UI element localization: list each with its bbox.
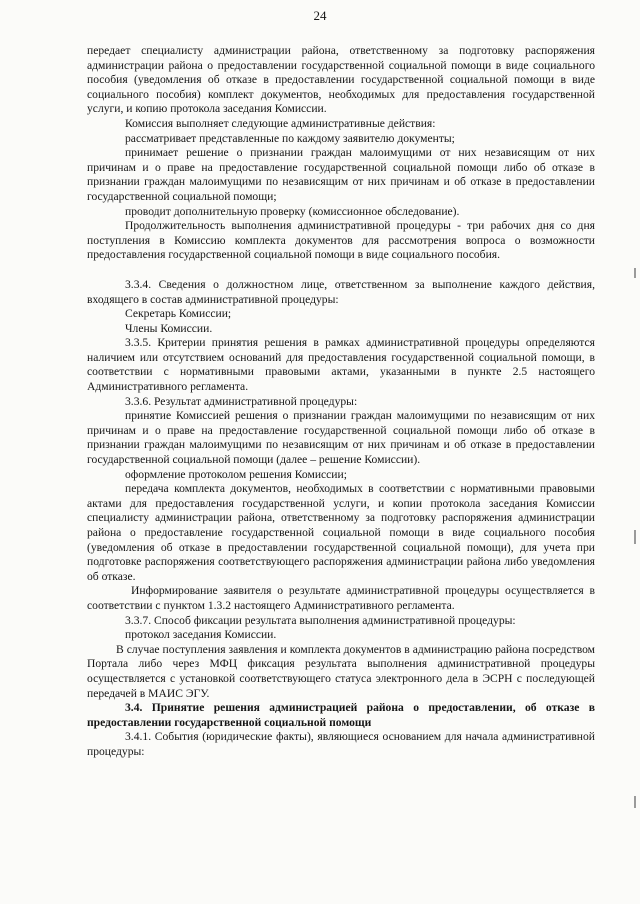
paragraph: принятие Комиссией решения о признании граждан малоимущими по независящим от них причинам и о праве на предоставление государственной социальной помощи либо об отказе в признании граждан малоимущими по независящим от них причинам и об отказе в предоставлении государственной социальной помощи (далее – решение Комиссии). [87,409,595,467]
paragraph: протокол заседания Комиссии. [125,628,277,642]
scan-edge-mark [634,530,636,544]
paragraph: В случае поступления заявления и комплекта документов в администрацию района посредством Портала либо через МФЦ фиксация результата выполнения административной процедуры осуществляется с установкой соответствующего статуса электронного дела в ЭСРН с последующей передачей в МАИС ЭГУ. [87,642,595,700]
paragraph: оформление протоколом решения Комиссии; [125,467,347,481]
paragraph: 3.4.1. События (юридические факты), являющиеся основанием для начала административной процедуры: [87,730,595,758]
paragraph: Комиссия выполняет следующие административные действия: [125,116,436,130]
paragraph: рассматривает представленные по каждому заявителю документы; [125,131,455,145]
paragraph: Секретарь Комиссии; [125,307,232,321]
paragraph: 3.3.7. Способ фиксации результата выполнения административной процедуры: [125,613,516,627]
paragraph: 3.3.5. Критерии принятия решения в рамках административной процедуры определяются наличием или отсутствием оснований для предоставления государственной социальной помощи, в соответствии с нормативными правовыми актами, указанными в пункте 2.5 настоящего Административного регламента. [87,336,595,394]
paragraph: проводит дополнительную проверку (комиссионное обследование). [125,204,460,218]
paragraph: Информирование заявителя о результате административной процедуры осуществляется в соответствии с пунктом 1.3.2 настоящего Административного регламента. [87,584,595,612]
paragraph: 3.3.4. Сведения о должностном лице, ответственном за выполнение каждого действия, входящего в состав административной процедуры: [87,277,595,306]
paragraph: передает специалисту администрации района, ответственному за подготовку распоряжения администрации района о предоставлении государственной социальной помощи в виде социального пособия (уведомления об отказе в предоставлении государственной социальной помощи в виде социального пособия) комплект документов, необходимых для предоставления государственной услуги, и копию протокола заседания Комиссии. [87,44,595,116]
paragraph: принимает решение о признании граждан малоимущими от них независящим от них причинам и о праве на предоставление государственной социальной помощи либо об отказе в признании граждан малоимущими по независящим от них причинам и об отказе в предоставлении государственной социальной помощи; [87,146,595,203]
page-number: 24 [313,8,327,23]
paragraph: Продолжительность выполнения административной процедуры - три рабочих дня со дня поступления в Комиссию комплекта документов для рассмотрения вопроса о возможности предоставления государственной социальной помощи в виде социального пособия. [87,219,595,262]
paragraph: 3.3.6. Результат административной процедуры: [125,394,358,408]
scan-edge-mark [634,268,636,278]
document-body [87,44,595,760]
scan-edge-mark [634,796,636,808]
paragraph: Члены Комиссии. [125,321,213,335]
paragraph: передача комплекта документов, необходимых в соответствии с нормативными правовыми актами для предоставления государственной услуги, и копии протокола заседания Комиссии специалисту администрации района, ответственному за подготовку распоряжения администрации района о предоставление государственной социальной помощи в виде социального пособия (уведомления об отказе в предоставлении государственной социальной помощи), для учета при подготовке распоряжения соответствующего распоряжения администрации района либо уведомления об отказе. [87,482,595,583]
section-heading: 3.4. Принятие решения администрацией района о предоставлении, об отказе в предоставлении государственной социальной помощи [87,701,595,729]
